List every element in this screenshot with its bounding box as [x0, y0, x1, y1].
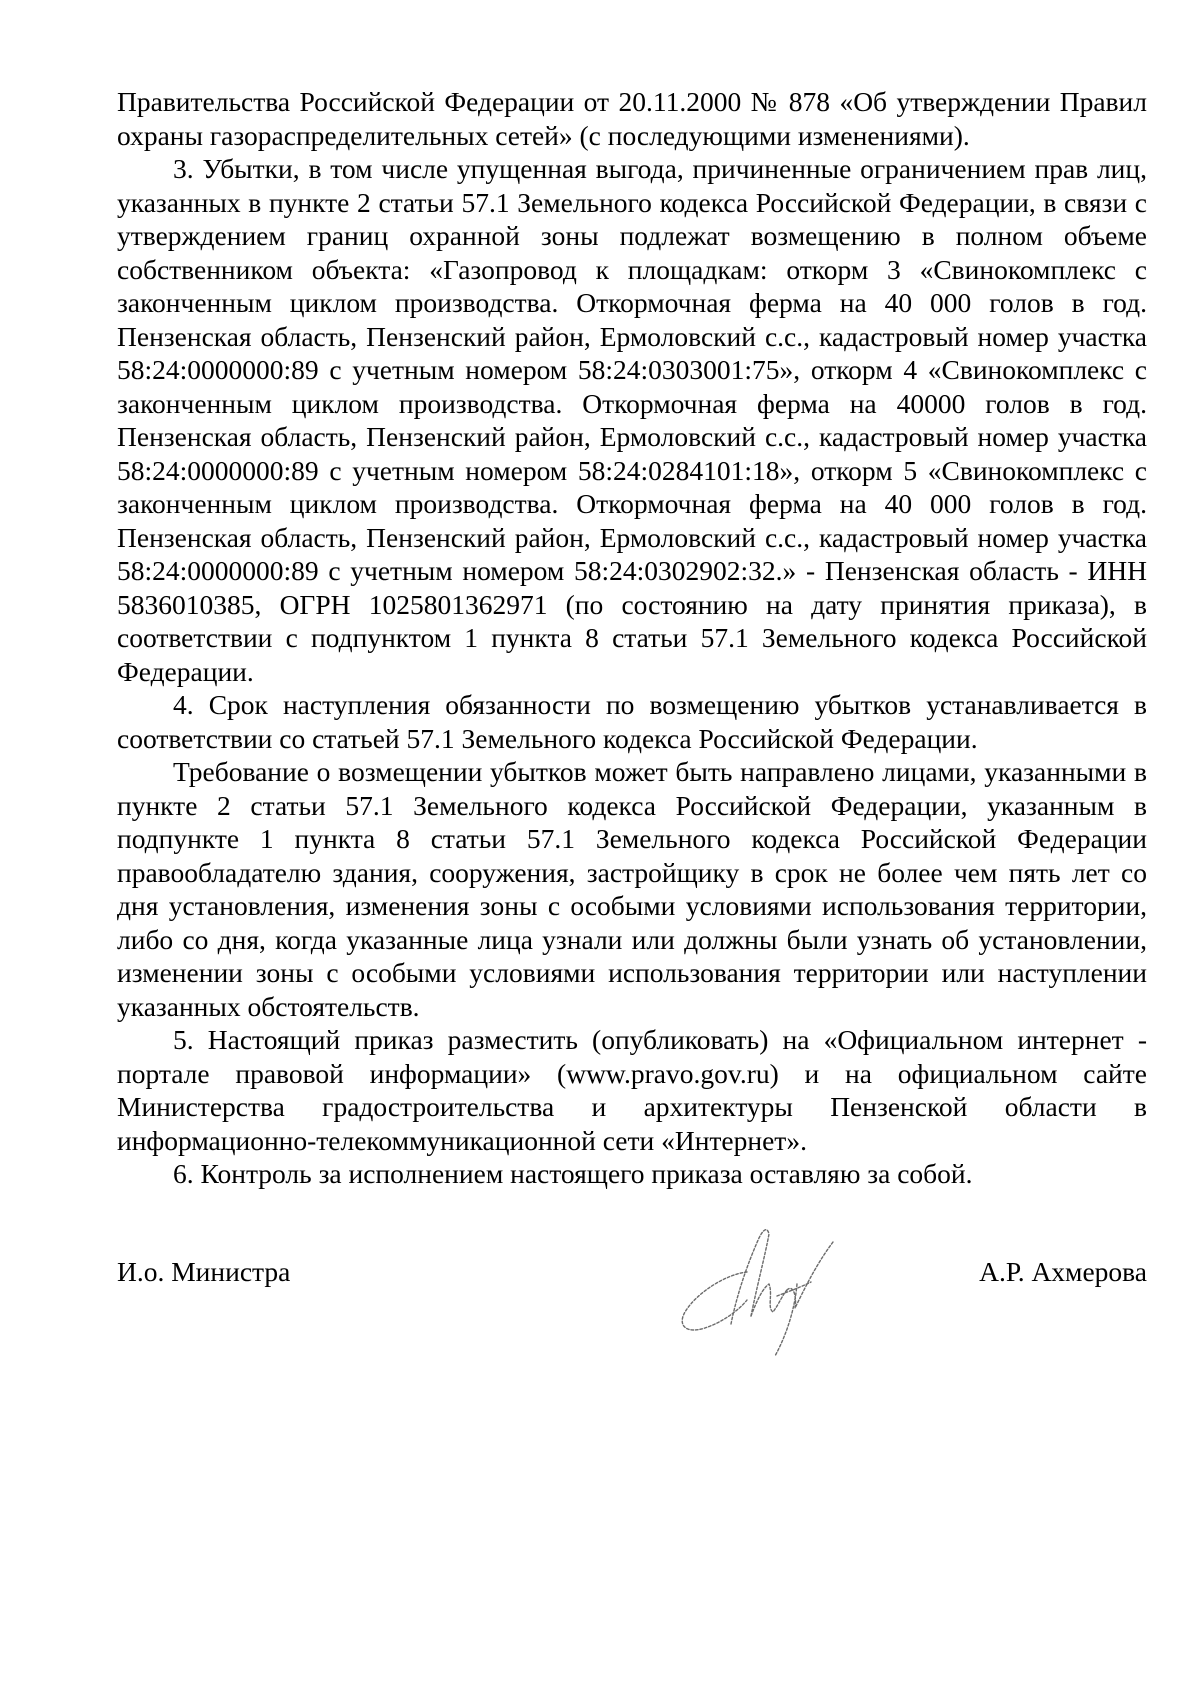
signatory-role: И.о. Министра	[117, 1256, 291, 1287]
paragraph-continuation: Правительства Российской Федерации от 20.11.2000 № 878 «Об утверждении Правил охраны газораспределительных сетей» (с последующими изменениями).	[117, 86, 1147, 151]
document-body	[117, 85, 1147, 1191]
handwritten-signature	[647, 1204, 847, 1364]
paragraph-claim-requirement: Требование о возмещении убытков может быть направлено лицами, указанными в пункте 2 статьи 57.1 Земельного кодекса Российской Федерации, указанным в подпункте 1 пункта 8 статьи 57.1 Земельного кодекса Российской Федерации правообладателю здания, сооружения, застройщику в срок не более чем пять лет со дня установления, изменения зоны с особыми условиями использования территории, либо со дня, когда указанные лица узнали или должны были узнать об установлении, изменении зоны с особыми условиями использования территории или наступлении указанных обстоятельств.	[117, 756, 1147, 1022]
paragraph-item-6: 6. Контроль за исполнением настоящего приказа оставляю за собой.	[173, 1158, 973, 1189]
paragraph-item-5: 5. Настоящий приказ разместить (опубликовать) на «Официальном интернет - портале правовой информации» (www.pravo.gov.ru) и на официальном сайте Министерства градостроительства и архитектуры Пензенской области в информационно-телекоммуникационной сети «Интернет».	[117, 1024, 1147, 1156]
signatory-name: А.Р. Ахмерова	[979, 1256, 1147, 1287]
signature-block	[117, 1246, 1147, 1366]
paragraph-item-4: 4. Срок наступления обязанности по возмещению убытков устанавливается в соответствии со статьей 57.1 Земельного кодекса Российской Федерации.	[117, 689, 1147, 754]
paragraph-item-3: 3. Убытки, в том числе упущенная выгода, причиненные ограничением прав лиц, указанных в пункте 2 статьи 57.1 Земельного кодекса Российской Федерации, в связи с утверждением границ охранной зоны подлежат возмещению в полном объеме собственником объекта: «Газопровод к площадкам: откорм 3 «Свинокомплекс с законченным циклом производства. Откормочная ферма на 40 000 голов в год. Пензенская область, Пензенский район, Ермоловский с.с., кадастровый номер участка 58:24:0000000:89 с учетным номером 58:24:0303001:75», откорм 4 «Свинокомплекс с законченным циклом производства. Откормочная ферма на 40000 голов в год. Пензенская область, Пензенский район, Ермоловский с.с., кадастровый номер участка 58:24:0000000:89 с учетным номером 58:24:0284101:18», откорм 5 «Свинокомплекс с законченным циклом производства. Откормочная ферма на 40 000 голов в год. Пензенская область, Пензенский район, Ермоловский с.с., кадастровый номер участка 58:24:0000000:89 с учетным номером 58:24:0302902:32.» - Пензенская область - ИНН 5836010385, ОГРН 1025801362971 (по состоянию на дату принятия приказа), в соответствии с подпунктом 1 пункта 8 статьи 57.1 Земельного кодекса Российской Федерации.	[117, 153, 1147, 687]
